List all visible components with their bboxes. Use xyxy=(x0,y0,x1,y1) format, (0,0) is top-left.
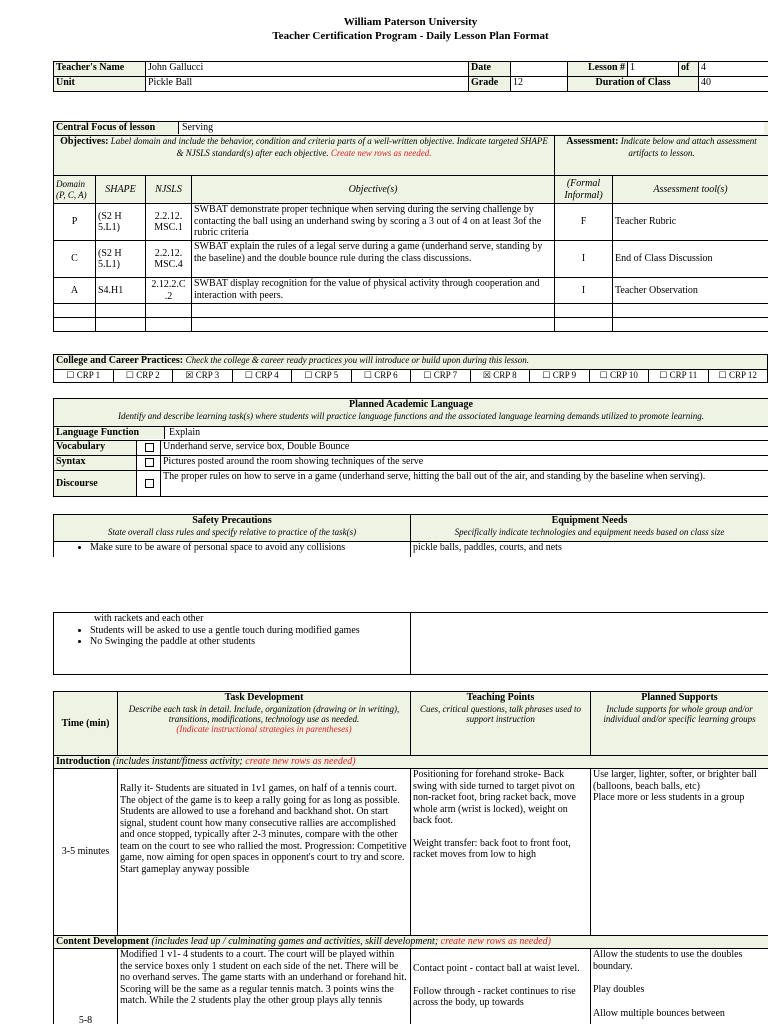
shape-cell: S4.H1 xyxy=(96,278,146,304)
teacher-name-label: Teacher's Name xyxy=(54,62,146,77)
col-shape: SHAPE xyxy=(96,176,146,204)
safety-item-continued: with rackets and each other xyxy=(94,613,204,624)
language-function-row xyxy=(54,427,768,441)
objectives-instructions: Objectives: Label domain and include the behavior, condition and criteria parts of a well-written objective. Indicate targeted SHAPE & NJSLS standard(s) after each objective. Create new rows as needed. xyxy=(54,136,555,176)
crp-checkbox[interactable]: ☐ CRP 10 xyxy=(589,370,649,383)
duration-label: Duration of Class xyxy=(568,77,699,92)
crp-checkbox[interactable]: ☒ CRP 8 xyxy=(470,370,530,383)
lesson-number-value[interactable]: 1 xyxy=(628,62,679,77)
crp-checkbox[interactable]: ☐ CRP 2 xyxy=(113,370,173,383)
col-njsls: NJSLS xyxy=(146,176,192,204)
formal-informal-cell: I xyxy=(555,241,613,278)
crp-options xyxy=(54,370,768,383)
grade-label: Grade xyxy=(469,77,511,92)
assessment-tool-cell: Teacher Observation xyxy=(613,278,768,304)
safety-continued-table xyxy=(53,612,768,675)
date-label: Date xyxy=(469,62,511,77)
objective-row xyxy=(54,204,768,241)
col-objectives: Objective(s) xyxy=(192,176,555,204)
domain-cell: P xyxy=(54,204,96,241)
col-domain: Domain (P, C, A) xyxy=(54,176,96,204)
discourse-value[interactable]: The proper rules on how to serve in a game (underhand serve, hitting the ball out of the air, and standing by the baseline when serving). xyxy=(161,471,768,497)
lesson-number-label: Lesson # xyxy=(568,62,628,77)
col-assessment-tool: Assessment tool(s) xyxy=(613,176,768,204)
shape-cell: (S2 H 5.L1) xyxy=(96,241,146,278)
objectives-table xyxy=(53,121,768,332)
crp-checkbox[interactable]: ☐ CRP 12 xyxy=(708,370,768,383)
content-time: 5-8 xyxy=(54,949,118,1024)
objective-row xyxy=(54,241,768,278)
task-development-table xyxy=(53,691,768,1024)
crp-header: College and Career Practices: Check the college & career ready practices you will introduce or build upon during this lesson. xyxy=(54,355,768,370)
njsls-cell: 2.12.2.C .2 xyxy=(146,278,192,304)
grade-value[interactable]: 12 xyxy=(511,77,568,92)
central-focus-value[interactable]: Serving xyxy=(179,122,764,134)
vocabulary-label: Vocabulary xyxy=(54,441,137,456)
academic-language-header: Planned Academic Language Identify and describe learning task(s) where students will practice language functions and the associated language learning demands utilized to promote learning. xyxy=(54,399,768,427)
njsls-cell: 2.2.12. MSC.4 xyxy=(146,241,192,278)
equipment-header: Equipment Needs Specifically indicate technologies and equipment needs based on class size xyxy=(411,515,768,542)
objective-cell: SWBAT explain the rules of a legal serve during a game (underhand serve, standing by the baseline) and the double bounce rule during the class discussions. xyxy=(192,241,555,278)
formal-informal-cell: I xyxy=(555,278,613,304)
objective-row-empty xyxy=(54,318,768,332)
form-title: Teacher Certification Program - Daily Lesson Plan Format xyxy=(272,30,549,42)
assessment-tool-cell: Teacher Rubric xyxy=(613,204,768,241)
formal-informal-cell: F xyxy=(555,204,613,241)
content-teaching-points: Contact point - contact ball at waist level. Follow through - racket continues to rise across the body, up towards xyxy=(411,949,591,1024)
safety-item: • Students will be asked to use a gentle touch during modified games xyxy=(90,625,408,637)
vocabulary-checkbox[interactable] xyxy=(145,443,154,452)
njsls-cell: 2.2.12. MSC.1 xyxy=(146,204,192,241)
assessment-instructions: Assessment: Indicate below and attach assessment artifacts to lesson. xyxy=(555,136,768,176)
syntax-value[interactable]: Pictures posted around the room showing techniques of the serve xyxy=(161,456,768,471)
planned-supports-header: Planned Supports Include supports for whole group and/or individual and/or specific learning groups xyxy=(591,692,768,756)
crp-table xyxy=(53,354,768,383)
teacher-name-value[interactable]: John Gallucci xyxy=(146,62,469,77)
crp-checkbox[interactable]: ☐ CRP 5 xyxy=(292,370,352,383)
unit-value[interactable]: Pickle Ball xyxy=(146,77,469,92)
central-focus-label: Central Focus of lesson xyxy=(54,122,179,134)
safety-item: • No Swinging the paddle at other students xyxy=(90,636,408,648)
language-function-value[interactable]: Explain xyxy=(169,427,201,438)
content-development-header: Content Development (includes lead up / culminating games and activities, skill development; create new rows as needed) xyxy=(54,936,768,949)
objective-row xyxy=(54,278,768,304)
objective-cell: SWBAT display recognition for the value of physical activity through cooperation and interaction with peers. xyxy=(192,278,555,304)
intro-task: Rally it- Students are situated in 1v1 games, on half of a tennis court. The object of the game is to keep a rally going for as long as possible. Students are allowed to use a forehand and backhand shot. On start signal, student count how many consecutive rallies are accomplished and once stopped, typically after 2-3 minutes, compare with the other team on the court to see who rallied the most. Progression: Competitive game, now aiming for open spaces in opponent's court to try and score. Start gameplay anyway possible xyxy=(118,769,411,936)
safety-item: • Make sure to be aware of personal space to avoid any collisions xyxy=(90,542,408,554)
time-header: Time (min) xyxy=(54,692,118,756)
language-function-label: Language Function xyxy=(54,427,165,439)
task-development-header: Task Development Describe each task in detail. Include, organization (drawing or in writing), transitions, modifications, technology use as needed. (Indicate instructional strategies in parentheses) xyxy=(118,692,411,756)
of-label: of xyxy=(679,62,699,77)
crp-checkbox[interactable]: ☐ CRP 9 xyxy=(530,370,590,383)
intro-supports: Use larger, lighter, softer, or brighter ball (balloons, beach balls, etc) Place more or less students in a group xyxy=(591,769,768,936)
central-focus-row xyxy=(54,122,768,136)
teaching-points-header: Teaching Points Cues, critical questions, talk phrases used to support instruction xyxy=(411,692,591,756)
content-supports: Allow the students to use the doubles boundary. Play doubles Allow multiple bounces between xyxy=(591,949,768,1024)
intro-time: 3-5 minutes xyxy=(54,769,118,936)
crp-checkbox[interactable]: ☐ CRP 7 xyxy=(411,370,471,383)
info-table xyxy=(53,61,768,92)
vocabulary-value[interactable]: Underhand serve, service box, Double Bounce xyxy=(161,441,768,456)
crp-checkbox[interactable]: ☐ CRP 11 xyxy=(649,370,709,383)
academic-language-table xyxy=(53,398,768,497)
unit-label: Unit xyxy=(54,77,146,92)
equipment-value[interactable]: pickle balls, paddles, courts, and nets xyxy=(411,542,768,557)
crp-checkbox[interactable]: ☐ CRP 4 xyxy=(232,370,292,383)
syntax-checkbox[interactable] xyxy=(145,458,154,467)
discourse-label: Discourse xyxy=(54,471,137,497)
syntax-label: Syntax xyxy=(54,456,137,471)
col-formal-informal: (Formal Informal) xyxy=(555,176,613,204)
domain-cell: C xyxy=(54,241,96,278)
safety-header: Safety Precautions State overall class rules and specify relative to practice of the task(s) xyxy=(54,515,411,542)
objective-row-empty xyxy=(54,304,768,318)
intro-teaching-points: Positioning for forehand stroke- Back swing with side turned to target pivot on non-racket foot, bring racket back, move whole arm (wrist is locked), weight on back foot. Weight transfer: back foot to front foot, racket moves from low to high xyxy=(411,769,591,936)
of-value[interactable]: 4 xyxy=(699,62,768,77)
introduction-header: Introduction (includes instant/fitness activity; create new rows as needed) xyxy=(54,756,768,769)
date-value[interactable] xyxy=(511,62,568,77)
discourse-checkbox[interactable] xyxy=(145,479,154,488)
university-title: William Paterson University xyxy=(343,16,478,28)
safety-equipment-table xyxy=(53,514,768,557)
crp-checkbox[interactable]: ☐ CRP 1 xyxy=(54,370,114,383)
content-task: Modified 1 v1- 4 students to a court. The court will be played within the service boxes only 1 student on each side of the net. There will be no overhand serves. The game starts with an underhand or forehand hit. Scoring will be the same as a regular tennis match. 3 points wins the match. While the 2 students play the other group plays ally tennis xyxy=(118,949,411,1024)
crp-checkbox[interactable]: ☒ CRP 3 xyxy=(173,370,233,383)
domain-cell: A xyxy=(54,278,96,304)
duration-value[interactable]: 40 xyxy=(699,77,768,92)
objective-cell: SWBAT demonstrate proper technique when serving during the serving challenge by contacting the ball using an underhand swing by scoring a 3 out of 4 on at least 3of the rubric criteria xyxy=(192,204,555,241)
shape-cell: (S2 H 5.L1) xyxy=(96,204,146,241)
assessment-tool-cell: End of Class Discussion xyxy=(613,241,768,278)
crp-checkbox[interactable]: ☐ CRP 6 xyxy=(351,370,411,383)
